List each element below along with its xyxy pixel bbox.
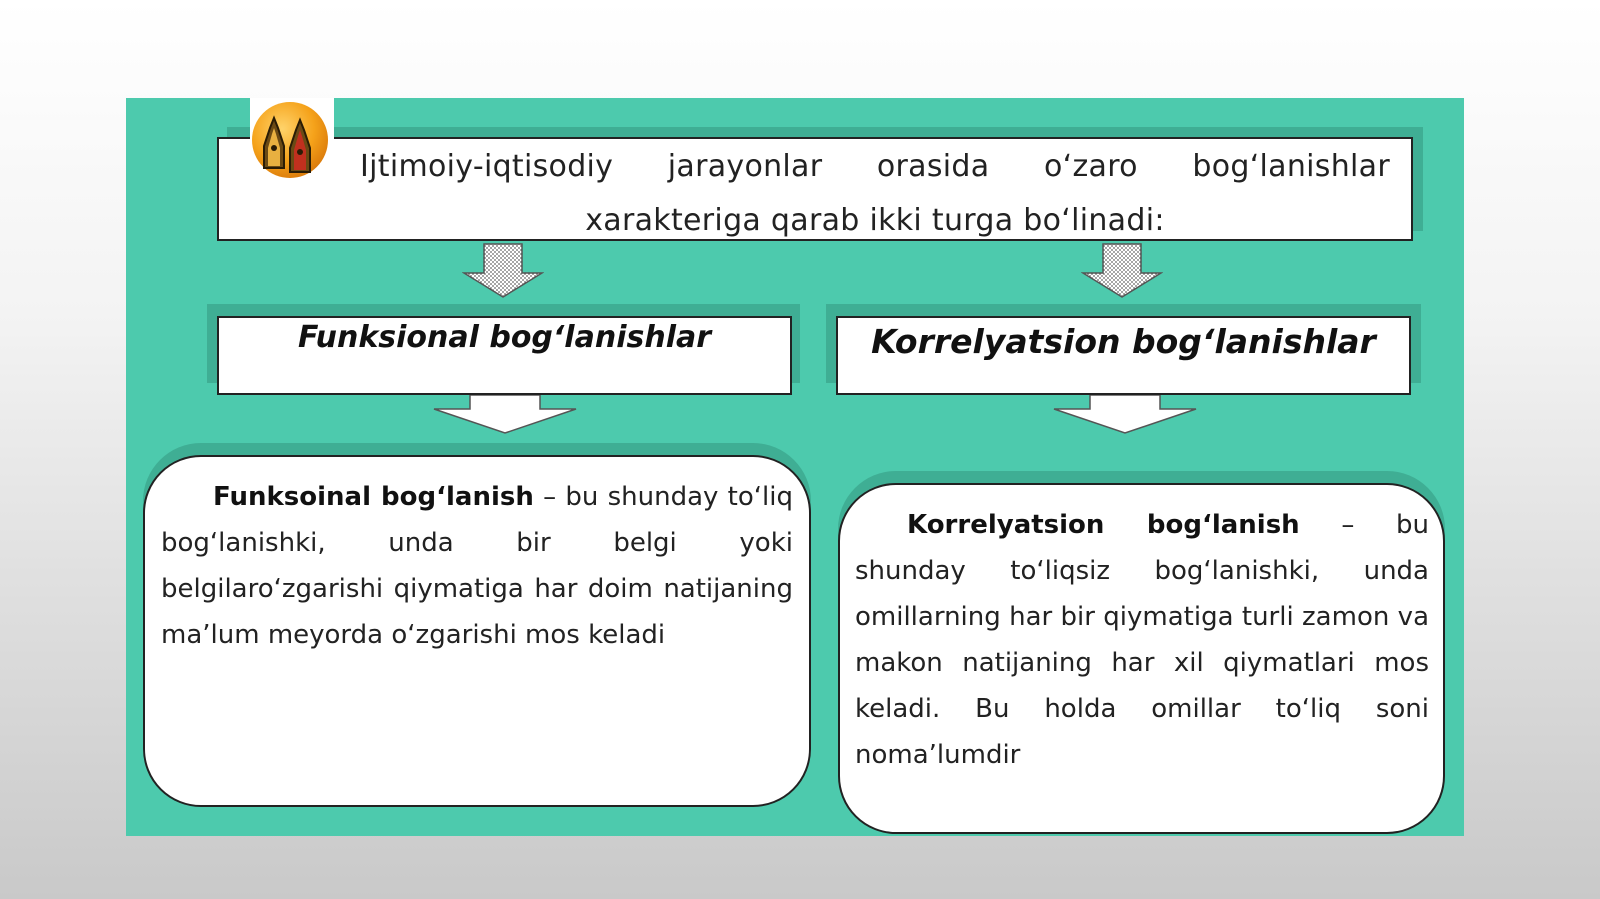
heading-functional: Funksional bog‘lanishlar [297,320,712,355]
down-arrow-right-icon [1050,395,1200,435]
title-text: Ijtimoiy-iqtisodiy jarayonlar orasida o‘zaro bog‘lanishlar xarakteriga qarab ikki turga bo‘linadi: [360,149,1390,238]
term-functional: Funksoinal bog‘lanish [213,482,534,512]
term-correlation: Korrelyatsion bog‘lanish [907,510,1300,540]
heading-correlation: Korrelyatsion bog‘lanishlar [871,322,1376,361]
dotted-arrow-right-icon [1081,243,1163,299]
definition-functional [161,474,793,658]
icon-badge [250,98,334,186]
down-arrow-left-icon [430,395,580,435]
definition-correlation-text: – bu shunday to‘liqsiz bog‘lanishki, unda omillarning har bir qiymatiga turli zamon va makon natijaning har xil qiymatlari mos keladi. Bu holda omillar to‘liq soni noma’lumdir [855,510,1429,770]
pen-nibs-icon [250,98,334,186]
definition-functional-text: – bu shunday to‘liq bog‘lanishki, unda bir belgi yoki belgilaro‘zgarishi qiymatiga har doim natijaning ma’lum meyorda o‘zgarishi mos keladi [161,482,794,650]
definition-correlation [855,502,1429,778]
dotted-arrow-left-icon [462,243,544,299]
